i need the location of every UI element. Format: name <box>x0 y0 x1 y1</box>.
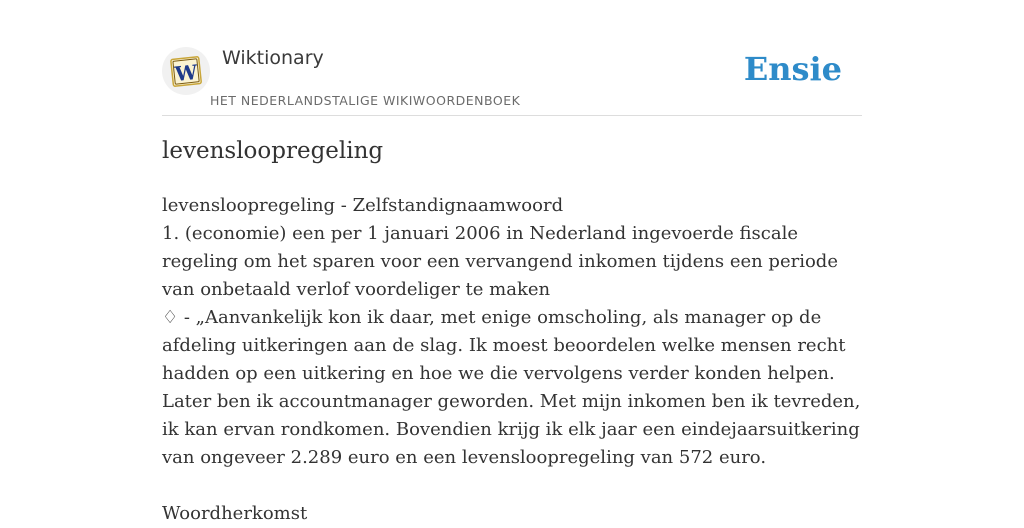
site-name[interactable]: Wiktionary <box>222 47 324 69</box>
entry-example: ♢ - „Aanvankelijk kon ik daar, met enige omscholing, als manager op de afdeling uitkeringen aan de slag. Ik moest beoordelen welke mensen recht hadden op een uitkering en hoe we die vervolgens verder konden helpen. Later ben ik accountmanager geworden. Met mijn inkomen ben ik tevreden, ik kan ervan rondkomen. Bovendien krijg ik elk jaar een eindejaarsuitkering van ongeveer 2.289 euro en een levensloopregeling van 572 euro. <box>162 307 861 468</box>
wiktionary-logo-icon[interactable] <box>162 47 210 95</box>
section-heading-etymology: Woordherkomst <box>162 503 308 524</box>
site-header <box>162 44 862 116</box>
ensie-brand-link[interactable]: Ensie <box>743 50 842 88</box>
page-title: levensloopregeling <box>162 138 384 164</box>
entry-content <box>162 192 866 528</box>
entry-headline: levensloopregeling - Zelfstandignaamwoord <box>162 195 564 216</box>
entry-definition: 1. (economie) een per 1 januari 2006 in Nederland ingevoerde fiscale regeling om het sparen voor een vervangend inkomen tijdens een periode van onbetaald verlof voordeliger te maken <box>162 223 838 300</box>
site-tagline: HET NEDERLANDSTALIGE WIKIWOORDENBOEK <box>210 93 521 108</box>
content-spacer <box>162 472 866 500</box>
logo-letter: W <box>173 59 199 87</box>
header-divider <box>162 115 862 116</box>
